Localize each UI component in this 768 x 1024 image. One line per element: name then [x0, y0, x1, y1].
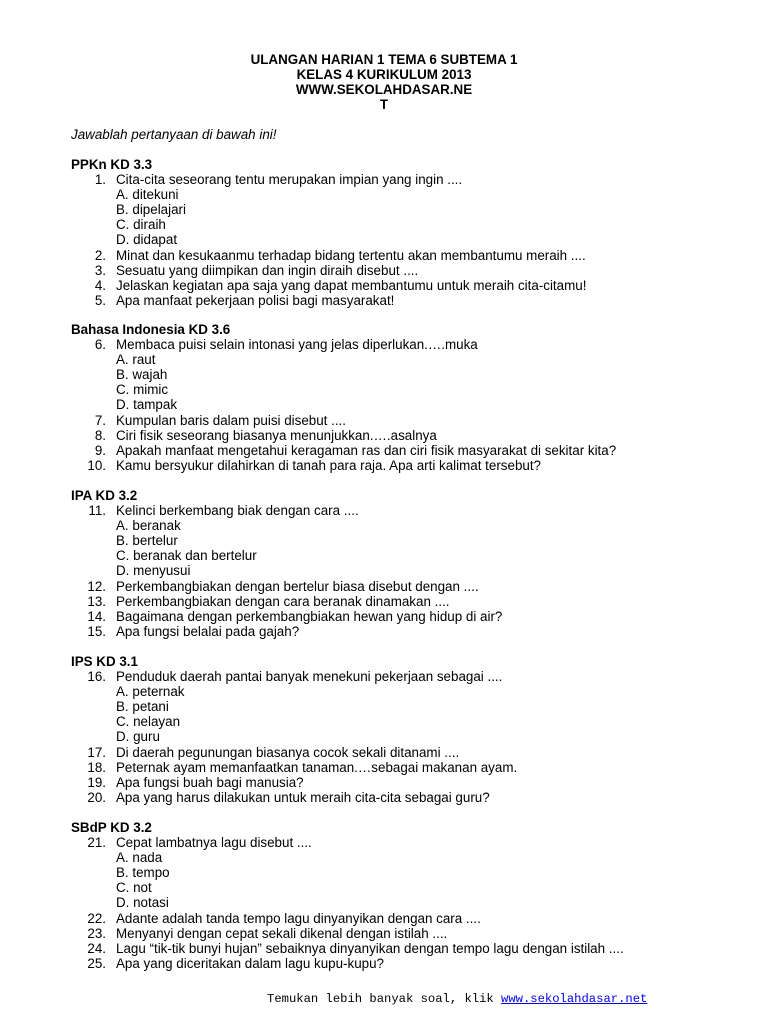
question-text: Di daerah pegunungan biasanya cocok sekali ditanami ....	[116, 744, 460, 760]
question-text: Jelaskan kegiatan apa saja yang dapat membantumu untuk meraih cita-citamu!	[116, 277, 587, 293]
question-item	[0, 263, 768, 278]
footer-text: Temukan lebih banyak soal, klik	[267, 992, 502, 1006]
question-number: 15.	[87, 623, 106, 639]
footer-link[interactable]: www.sekolahdasar.net	[501, 992, 648, 1006]
question-list	[0, 835, 768, 971]
answer-option-text: D. notasi	[116, 895, 169, 911]
question-text: Kelinci berkembang biak dengan cara ....	[116, 503, 359, 519]
answer-option	[0, 202, 768, 217]
section-title: PPKn KD 3.3	[71, 157, 153, 172]
question-list	[0, 503, 768, 639]
question-text: Adante adalah tanda tempo lagu dinyanyikan dengan cara ....	[116, 910, 481, 926]
answer-option-text: A. ditekuni	[116, 187, 179, 203]
answer-option-text: B. tempo	[116, 865, 170, 881]
question-item	[0, 428, 768, 443]
answer-option	[0, 699, 768, 714]
section-title: Bahasa Indonesia KD 3.6	[71, 322, 231, 337]
question-number: 23.	[87, 925, 106, 941]
question-item	[0, 594, 768, 609]
footer	[267, 992, 647, 1007]
answer-option	[0, 865, 768, 880]
answer-option-text: A. beranak	[116, 518, 181, 534]
answer-option	[0, 352, 768, 367]
answer-option	[0, 850, 768, 865]
header-line-1: ULANGAN HARIAN 1 TEMA 6 SUBTEMA 1	[250, 52, 518, 67]
question-number: 6.	[94, 337, 106, 353]
question-item	[0, 413, 768, 428]
question-item	[0, 669, 768, 684]
answer-option-text: C. beranak dan bertelur	[116, 548, 257, 564]
question-number: 3.	[94, 262, 106, 278]
question-text: Perkembangbiakan dengan cara beranak dinamakan ....	[116, 593, 450, 609]
document-header	[0, 52, 768, 112]
question-text: Apakah manfaat mengetahui keragaman ras dan ciri fisik masyarakat di sekitar kita?	[116, 442, 617, 458]
answer-option	[0, 533, 768, 548]
question-item	[0, 337, 768, 352]
question-text: Cita-cita seseorang tentu merupakan impian yang ingin ....	[116, 172, 463, 188]
question-text: Peternak ayam memanfaatkan tanaman.…sebagai makanan ayam.	[116, 759, 518, 775]
answer-option	[0, 382, 768, 397]
answer-option	[0, 518, 768, 533]
answer-option-text: B. petani	[116, 699, 169, 715]
question-number: 17.	[87, 744, 106, 760]
question-item	[0, 503, 768, 518]
question-item	[0, 293, 768, 308]
question-item	[0, 458, 768, 473]
question-number: 8.	[94, 427, 106, 443]
question-number: 18.	[87, 759, 106, 775]
question-item	[0, 790, 768, 805]
question-item	[0, 172, 768, 187]
question-list	[0, 172, 768, 308]
question-item	[0, 278, 768, 293]
answer-option-text: A. nada	[116, 850, 163, 866]
question-number: 16.	[87, 669, 106, 685]
question-text: Bagaimana dengan perkembangbiakan hewan yang hidup di air?	[116, 608, 503, 624]
question-text: Menyanyi dengan cepat sekali dikenal dengan istilah ....	[116, 925, 448, 941]
answer-option-text: D. didapat	[116, 232, 178, 248]
answer-option-text: A. raut	[116, 352, 156, 368]
answer-option-text: C. mimic	[116, 382, 169, 398]
question-item	[0, 579, 768, 594]
answer-option	[0, 217, 768, 232]
answer-option-text: D. menyusui	[116, 563, 191, 579]
question-item	[0, 941, 768, 956]
question-text: Kamu bersyukur dilahirkan di tanah para raja. Apa arti kalimat tersebut?	[116, 457, 542, 473]
question-item	[0, 248, 768, 263]
answer-option-text: C. not	[116, 880, 152, 896]
answer-option	[0, 895, 768, 910]
question-item	[0, 956, 768, 971]
question-item	[0, 624, 768, 639]
question-item	[0, 443, 768, 458]
question-number: 24.	[87, 940, 106, 956]
question-number: 4.	[94, 277, 106, 293]
question-number: 20.	[87, 789, 106, 805]
answer-option-text: B. bertelur	[116, 533, 178, 549]
header-line-2: KELAS 4 KURIKULUM 2013	[296, 67, 472, 83]
question-item	[0, 775, 768, 790]
question-item	[0, 609, 768, 624]
answer-option	[0, 684, 768, 699]
instruction-text: Jawablah pertanyaan di bawah ini!	[71, 127, 277, 142]
question-text: Apa yang harus dilakukan untuk meraih cita-cita sebagai guru?	[116, 789, 490, 805]
question-item	[0, 835, 768, 850]
question-text: Sesuatu yang diimpikan dan ingin diraih disebut ....	[116, 262, 419, 278]
question-text: Lagu “tik-tik bunyi hujan” sebaiknya dinyanyikan dengan tempo lagu dengan istilah ....	[116, 940, 624, 956]
question-item	[0, 745, 768, 760]
question-number: 2.	[94, 247, 106, 263]
answer-option	[0, 563, 768, 578]
question-number: 10.	[87, 457, 106, 473]
question-text: Membaca puisi selain intonasi yang jelas diperlukan.….muka	[116, 337, 478, 353]
header-line-4: T	[379, 97, 389, 113]
answer-option	[0, 187, 768, 202]
question-item	[0, 926, 768, 941]
answer-option-text: A. peternak	[116, 684, 185, 700]
question-number: 14.	[87, 608, 106, 624]
answer-option-text: B. wajah	[116, 367, 168, 383]
question-text: Apa manfaat pekerjaan polisi bagi masyarakat!	[116, 292, 395, 308]
question-text: Ciri fisik seseorang biasanya menunjukkan.….asalnya	[116, 427, 437, 443]
question-number: 7.	[94, 412, 106, 428]
question-number: 13.	[87, 593, 106, 609]
answer-option	[0, 729, 768, 744]
answer-option	[0, 232, 768, 247]
question-number: 11.	[88, 503, 106, 519]
question-number: 22.	[87, 910, 106, 926]
section-title: IPA KD 3.2	[71, 488, 138, 503]
answer-option-text: D. guru	[116, 729, 160, 745]
answer-option-text: B. dipelajari	[116, 202, 186, 218]
question-number: 25.	[87, 955, 106, 971]
question-text: Cepat lambatnya lagu disebut ....	[116, 835, 312, 851]
question-item	[0, 760, 768, 775]
question-text: Minat dan kesukaanmu terhadap bidang tertentu akan membantumu meraih ....	[116, 247, 586, 263]
question-number: 19.	[87, 774, 106, 790]
question-text: Penduduk daerah pantai banyak menekuni pekerjaan sebagai ....	[116, 669, 503, 685]
question-text: Perkembangbiakan dengan bertelur biasa disebut dengan ....	[116, 578, 479, 594]
answer-option-text: D. tampak	[116, 397, 178, 413]
answer-option	[0, 880, 768, 895]
answer-option	[0, 714, 768, 729]
question-text: Apa fungsi belalai pada gajah?	[116, 623, 300, 639]
section-title: SBdP KD 3.2	[71, 820, 152, 835]
question-number: 9.	[94, 442, 106, 458]
answer-option	[0, 367, 768, 382]
question-text: Apa fungsi buah bagi manusia?	[116, 774, 304, 790]
question-number: 12.	[87, 578, 106, 594]
answer-option	[0, 548, 768, 563]
question-item	[0, 911, 768, 926]
header-line-3: WWW.SEKOLAHDASAR.NE	[295, 82, 473, 98]
answer-option-text: C. nelayan	[116, 714, 181, 730]
answer-option-text: C. diraih	[116, 217, 166, 233]
question-number: 1.	[94, 172, 106, 188]
question-list	[0, 337, 768, 473]
question-number: 21.	[87, 835, 106, 851]
question-text: Apa yang diceritakan dalam lagu kupu-kupu?	[116, 955, 384, 971]
question-list	[0, 669, 768, 805]
section-title: IPS KD 3.1	[71, 654, 138, 669]
question-text: Kumpulan baris dalam puisi disebut ....	[116, 412, 346, 428]
question-number: 5.	[94, 292, 106, 308]
answer-option	[0, 397, 768, 412]
